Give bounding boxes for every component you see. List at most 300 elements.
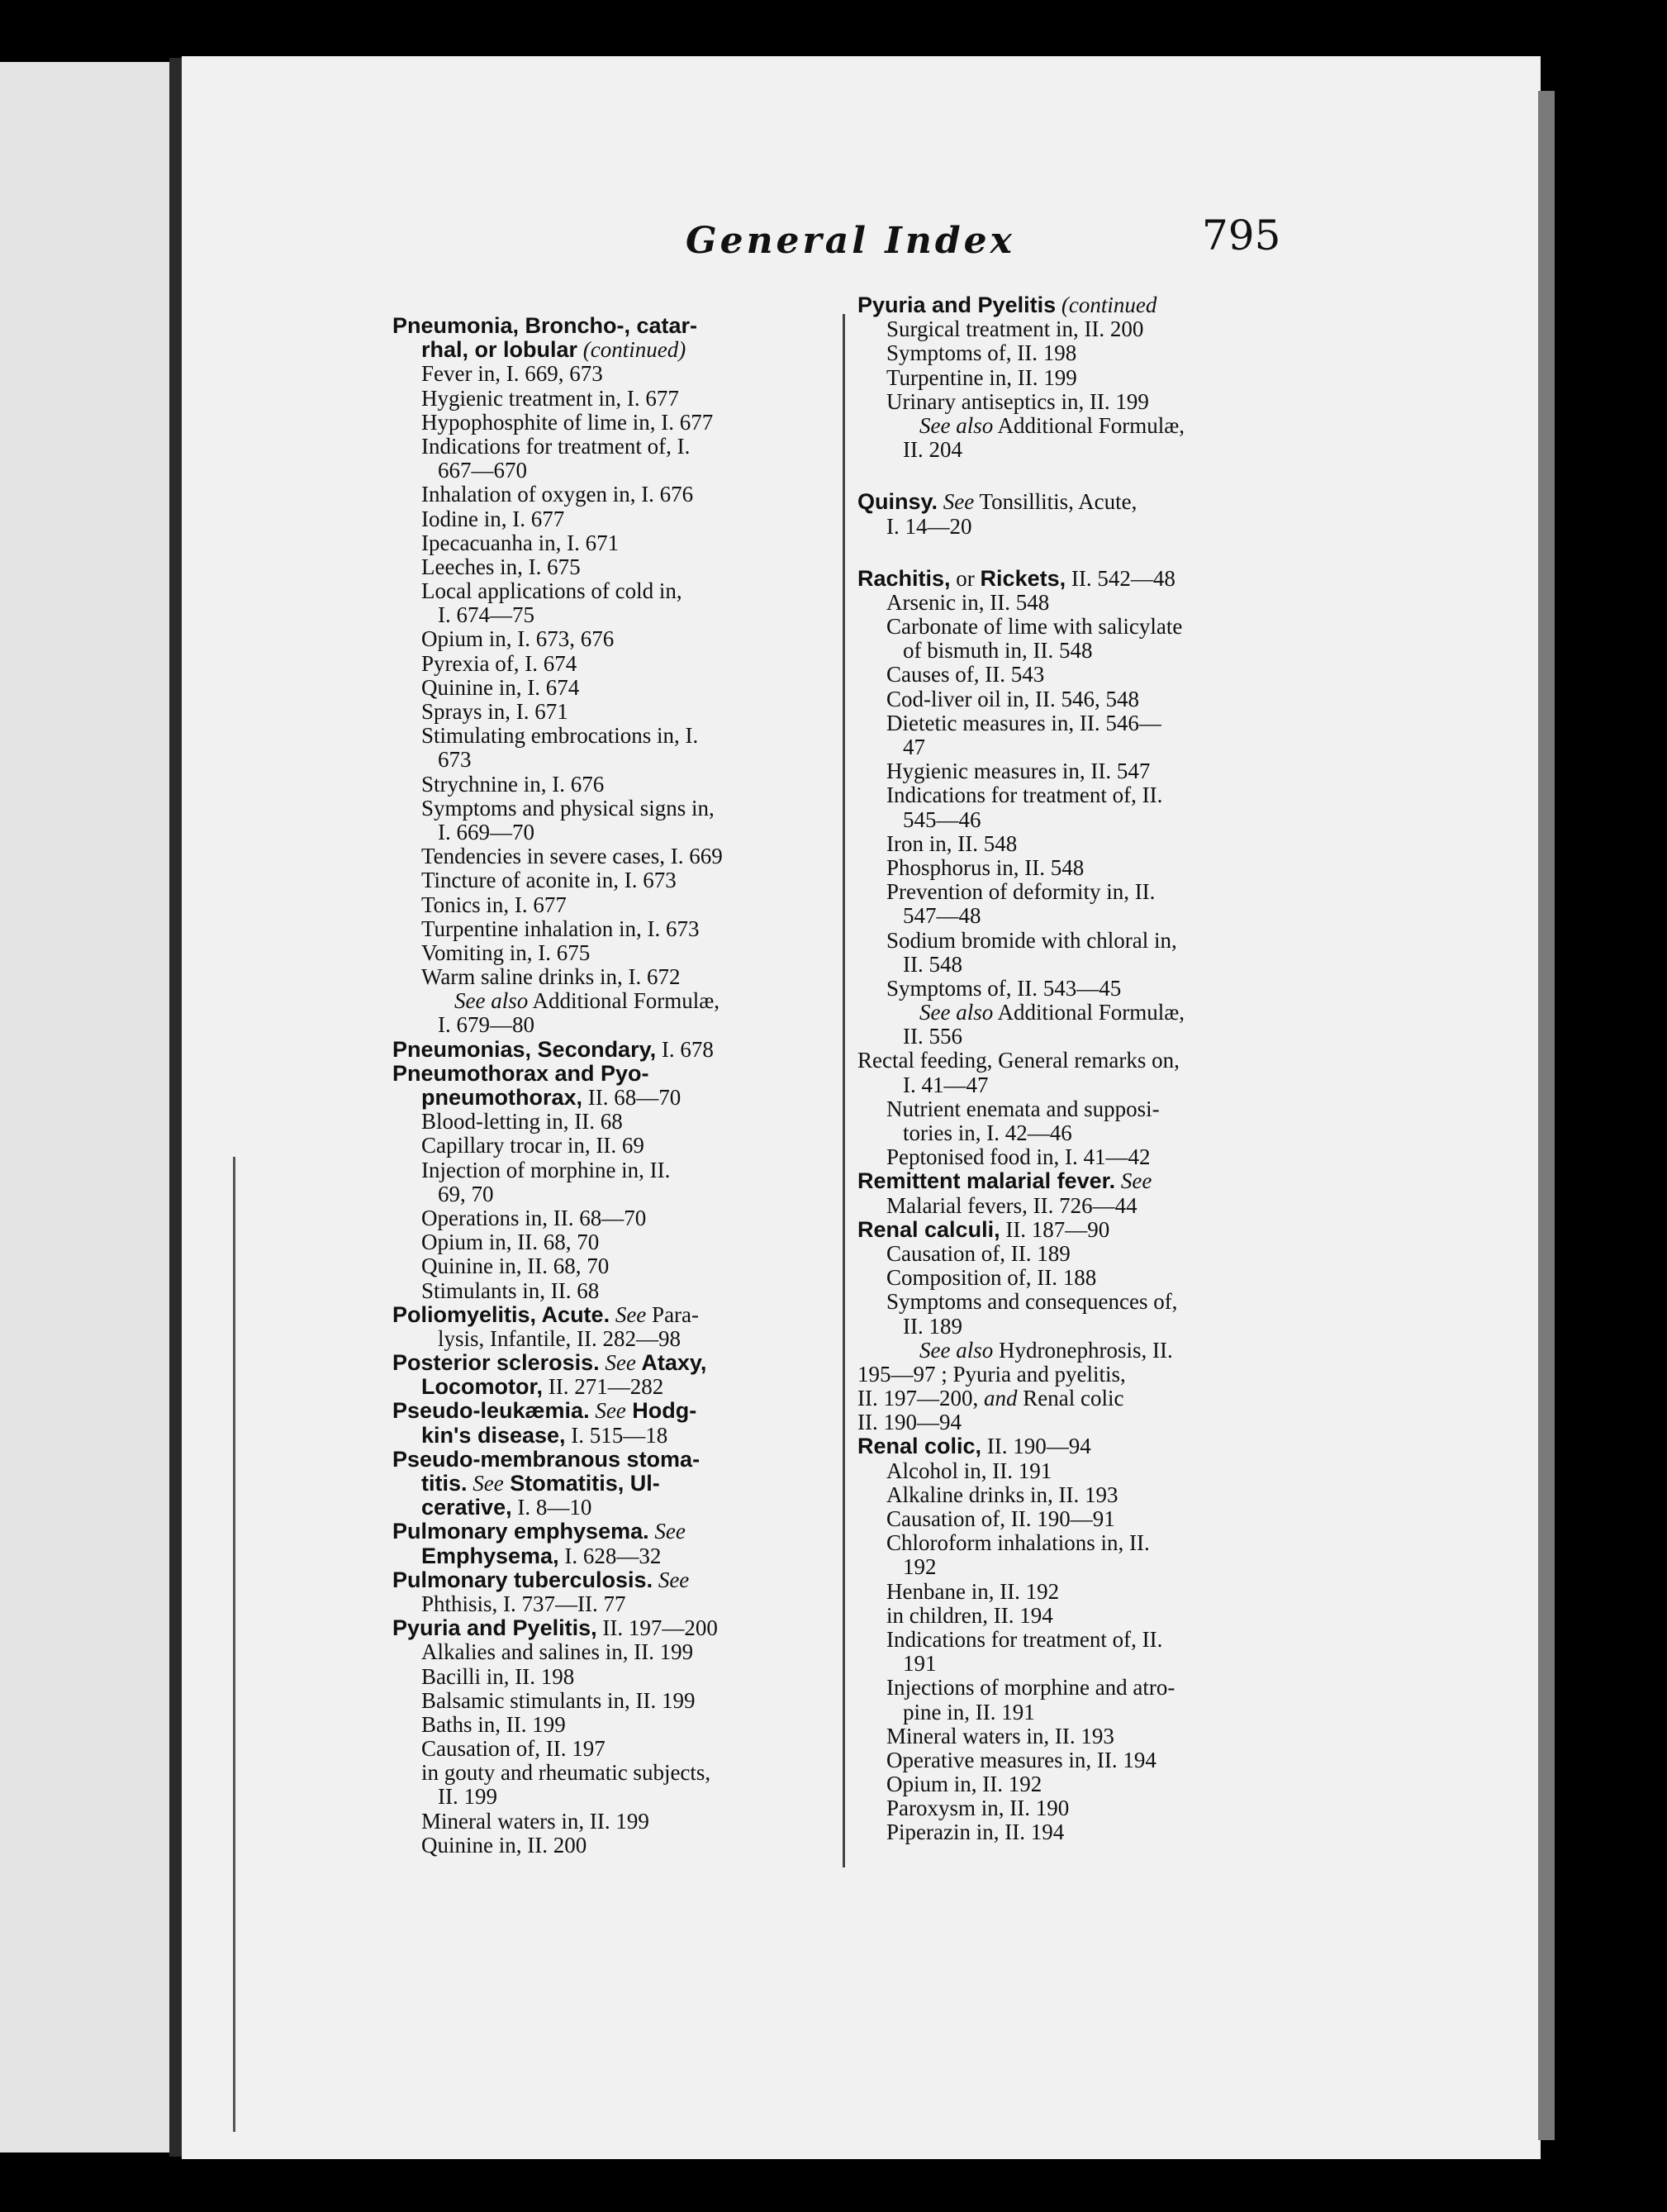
entry-text: Phosphorus in, II. 548 xyxy=(886,854,1085,880)
heading-text: kin's disease, xyxy=(421,1422,566,1448)
index-entry xyxy=(392,1689,838,1713)
page-number: 795 xyxy=(1202,212,1281,259)
entry-text: Indications for treatment of, II. xyxy=(886,783,1163,808)
index-entry xyxy=(857,1242,1320,1266)
index-entry xyxy=(392,941,838,965)
index-entry xyxy=(392,411,838,435)
heading-text: Pulmonary emphysema. xyxy=(392,1519,649,1544)
entry-text: II. 204 xyxy=(903,437,962,463)
section-gap xyxy=(857,539,1320,567)
index-entry xyxy=(392,1544,838,1568)
entry-text: Piperazin in, II. 194 xyxy=(886,1820,1065,1845)
index-entry xyxy=(857,639,1320,663)
entry-text: 545—46 xyxy=(903,806,981,832)
heading-text: Emphysema, xyxy=(421,1543,559,1568)
index-entry xyxy=(857,929,1320,953)
entry-text: Opium in, II. 192 xyxy=(886,1772,1042,1797)
heading-text: rhal, or lobular xyxy=(421,337,578,363)
entry-text: Inhalation of oxygen in, I. 676 xyxy=(421,482,694,507)
index-entry xyxy=(857,1387,1320,1410)
entry-text: Hydronephrosis, II. xyxy=(993,1337,1173,1363)
index-entry xyxy=(392,1375,838,1399)
heading-text: Pseudo-membranous stoma- xyxy=(392,1446,701,1472)
see-reference: See xyxy=(595,1398,626,1424)
entry-text: Symptoms of, II. 198 xyxy=(886,340,1077,366)
index-entry xyxy=(857,735,1320,759)
entry-text: Alkalies and salines in, II. 199 xyxy=(421,1639,694,1665)
section-gap xyxy=(857,462,1320,490)
index-entry xyxy=(857,1315,1320,1339)
index-entry xyxy=(857,687,1320,711)
entry-text: Stimulating embrocations in, I. xyxy=(421,723,699,749)
index-entry xyxy=(392,555,838,579)
index-entry xyxy=(392,1424,838,1448)
entry-text: Quinine in, II. 68, 70 xyxy=(421,1253,610,1279)
index-entry xyxy=(857,1555,1320,1579)
entry-text: Quinine in, II. 200 xyxy=(421,1832,587,1858)
index-entry xyxy=(392,965,838,989)
entry-text: I. 628—32 xyxy=(558,1543,662,1568)
heading-text: titis. xyxy=(421,1471,468,1496)
see-reference: See xyxy=(654,1519,686,1544)
entry-text: II. 556 xyxy=(903,1024,962,1049)
entry-text: 47 xyxy=(903,735,925,759)
see-reference: See also xyxy=(454,988,529,1014)
entry-text: tories in, I. 42—46 xyxy=(903,1120,1072,1145)
entry-text: II. 187—90 xyxy=(1000,1216,1110,1242)
heading-text: Pneumonias, Secondary, xyxy=(392,1036,657,1062)
entry-text: Phthisis, I. 737—II. 77 xyxy=(421,1591,626,1616)
entry-text: Operations in, II. 68—70 xyxy=(421,1205,647,1230)
index-entry xyxy=(392,483,838,507)
index-entry xyxy=(392,338,838,362)
index-entry xyxy=(392,700,838,724)
index-entry xyxy=(392,893,838,917)
entry-text: Composition of, II. 188 xyxy=(886,1265,1097,1291)
entry-text: I. 669—70 xyxy=(438,819,534,844)
entry-text: 191 xyxy=(903,1651,937,1677)
index-entry xyxy=(392,1761,838,1785)
entry-text: Bacilli in, II. 198 xyxy=(421,1663,575,1689)
heading-text: Posterior sclerosis. xyxy=(392,1350,600,1376)
index-heading xyxy=(857,1218,1320,1242)
entry-text: Indications for treatment of, I. xyxy=(421,433,691,459)
index-entry xyxy=(857,390,1320,414)
index-entry xyxy=(392,579,838,603)
index-heading xyxy=(857,1434,1320,1458)
heading-text: Quinsy. xyxy=(857,489,938,515)
entry-text: Additional Formulæ, xyxy=(528,988,720,1014)
entry-text: Quinine in, I. 674 xyxy=(421,674,580,700)
index-heading xyxy=(392,1399,838,1423)
index-heading xyxy=(857,490,1320,514)
heading-text: Pneumothorax and Pyo- xyxy=(392,1060,649,1086)
index-entry xyxy=(392,1206,838,1230)
index-entry xyxy=(392,387,838,411)
index-entry xyxy=(392,435,838,459)
entry-text: II. 189 xyxy=(903,1313,962,1339)
index-heading xyxy=(392,1062,838,1086)
index-entry xyxy=(857,711,1320,735)
heading-text: Renal colic, xyxy=(857,1434,982,1459)
index-entry xyxy=(392,1134,838,1158)
index-entry xyxy=(392,459,838,483)
entry-text: Hygienic measures in, II. 547 xyxy=(886,759,1151,784)
index-entry xyxy=(392,1279,838,1303)
entry-text: Cod-liver oil in, II. 546, 548 xyxy=(886,686,1139,711)
index-entry xyxy=(857,783,1320,807)
index-entry xyxy=(392,917,838,941)
see-reference: See also xyxy=(919,412,994,438)
index-entry xyxy=(392,1834,838,1858)
index-entry xyxy=(392,1182,838,1206)
heading-text: Pyuria and Pyelitis, xyxy=(392,1615,597,1641)
entry-text: Stimulants in, II. 68 xyxy=(421,1277,600,1303)
entry-text: I. 14—20 xyxy=(886,513,972,539)
index-entry xyxy=(857,1676,1320,1700)
index-heading xyxy=(857,567,1320,591)
entry-text: Tonsillitis, Acute, xyxy=(974,489,1137,515)
index-entry xyxy=(392,627,838,651)
index-entry xyxy=(392,1327,838,1351)
see-reference: See xyxy=(605,1350,636,1376)
see-reference: See xyxy=(943,489,975,515)
index-heading xyxy=(857,1049,1320,1073)
entry-text: Tonics in, I. 677 xyxy=(421,892,567,917)
entry-text: Operative measures in, II. 194 xyxy=(886,1747,1156,1772)
index-entry xyxy=(392,676,838,700)
entry-text: Sodium bromide with chloral in, xyxy=(886,927,1177,953)
index-entry xyxy=(857,1073,1320,1097)
entry-text: Causation of, II. 190—91 xyxy=(886,1506,1115,1531)
index-entry xyxy=(857,1483,1320,1507)
index-entry xyxy=(857,1628,1320,1652)
index-entry xyxy=(857,1339,1320,1363)
entry-text: Malarial fevers, II. 726—44 xyxy=(886,1192,1137,1218)
index-entry xyxy=(392,724,838,748)
page-stack-edge xyxy=(1538,91,1555,2140)
entry-text: Additional Formulæ, xyxy=(993,1000,1185,1025)
entry-text: in children, II. 194 xyxy=(886,1602,1053,1628)
entry-text: Turpentine inhalation in, I. 673 xyxy=(421,916,700,941)
entry-text: Symptoms and consequences of, xyxy=(886,1289,1178,1315)
heading-text: Ataxy, xyxy=(635,1350,707,1376)
index-heading xyxy=(857,1169,1320,1193)
index-entry xyxy=(857,1531,1320,1555)
index-entry xyxy=(392,844,838,868)
entry-text: Causation of, II. 197 xyxy=(421,1736,606,1762)
index-entry xyxy=(392,652,838,676)
index-entry xyxy=(392,1086,838,1110)
heading-text: Poliomyelitis, Acute. xyxy=(392,1301,610,1327)
index-entry xyxy=(392,1737,838,1761)
entry-text xyxy=(938,489,943,514)
index-entry xyxy=(857,759,1320,783)
index-entry xyxy=(392,531,838,555)
entry-text: Additional Formulæ, xyxy=(993,412,1185,438)
index-entry xyxy=(857,1772,1320,1796)
entry-text: Baths in, II. 199 xyxy=(421,1711,566,1737)
entry-text: Carbonate of lime with salicylate xyxy=(886,614,1183,640)
entry-text: Para- xyxy=(646,1301,700,1327)
heading-text: Pseudo-leukæmia. xyxy=(392,1398,590,1424)
index-entry xyxy=(392,507,838,531)
index-entry xyxy=(857,1097,1320,1121)
index-entry xyxy=(857,977,1320,1001)
index-entry xyxy=(392,1254,838,1278)
entry-text: Peptonised food in, I. 41—42 xyxy=(886,1144,1151,1170)
entry-text: 192 xyxy=(903,1554,937,1580)
entry-text: I. 674—75 xyxy=(438,602,534,628)
entry-text: Tincture of aconite in, I. 673 xyxy=(421,868,677,893)
entry-text: II. 271—282 xyxy=(543,1374,664,1400)
index-entry xyxy=(857,832,1320,856)
entry-text: Arsenic in, II. 548 xyxy=(886,589,1050,615)
entry-text: Injection of morphine in, II. xyxy=(421,1157,671,1182)
entry-text: Symptoms and physical signs in, xyxy=(421,795,715,821)
entry-text: Capillary trocar in, II. 69 xyxy=(421,1133,644,1158)
index-entry xyxy=(857,438,1320,462)
index-column-left xyxy=(392,314,838,1858)
index-entry xyxy=(392,1665,838,1689)
entry-text: 547—48 xyxy=(903,903,981,929)
entry-text: Causation of, II. 189 xyxy=(886,1240,1071,1266)
entry-text: Chloroform inhalations in, II. xyxy=(886,1530,1150,1556)
entry-text xyxy=(577,337,583,362)
entry-text: II. 190—94 xyxy=(857,1410,962,1435)
index-entry xyxy=(857,1363,1320,1387)
see-reference: (continued xyxy=(1061,293,1157,317)
entry-text: 673 xyxy=(438,747,472,773)
facing-page-edge xyxy=(0,62,178,2153)
heading-text: Rickets, xyxy=(980,565,1066,591)
entry-text: Mineral waters in, II. 193 xyxy=(886,1723,1114,1748)
entry-text: or xyxy=(950,565,981,591)
heading-text: Pneumonia, Broncho-, catar- xyxy=(392,313,698,338)
see-reference: See xyxy=(658,1567,690,1592)
entry-text: Prevention of deformity in, II. xyxy=(886,879,1156,905)
heading-text: pneumothorax, xyxy=(421,1085,583,1110)
entry-text: Leeches in, I. 675 xyxy=(421,554,581,579)
entry-text xyxy=(653,1567,658,1592)
index-heading xyxy=(392,1351,838,1375)
index-entry xyxy=(857,904,1320,928)
index-entry xyxy=(857,1001,1320,1025)
entry-text: Injections of morphine and atro- xyxy=(886,1675,1175,1701)
heading-text: Rachitis, xyxy=(857,565,951,591)
index-entry xyxy=(392,773,838,797)
index-entry xyxy=(392,1496,838,1520)
entry-text: in gouty and rheumatic subjects, xyxy=(421,1760,711,1786)
entry-text: Hypophosphite of lime in, I. 677 xyxy=(421,409,714,435)
entry-text: Mineral waters in, II. 199 xyxy=(421,1808,649,1834)
heading-text: Pyuria and Pyelitis xyxy=(857,293,1057,317)
entry-text: II. 190—94 xyxy=(981,1434,1091,1459)
entry-text: pine in, II. 191 xyxy=(903,1699,1035,1724)
index-entry xyxy=(392,362,838,386)
index-entry xyxy=(857,591,1320,615)
index-entry xyxy=(857,515,1320,539)
see-reference: (continued) xyxy=(582,337,686,363)
index-entry xyxy=(392,1640,838,1664)
index-entry xyxy=(857,341,1320,365)
entry-text: Iron in, II. 548 xyxy=(886,830,1018,856)
entry-text: Turpentine in, II. 199 xyxy=(886,364,1077,390)
entry-text: 195—97 ; Pyuria and pyelitis, xyxy=(857,1361,1126,1387)
entry-text: I. 679—80 xyxy=(438,1012,534,1038)
entry-text: I. 41—47 xyxy=(903,1072,989,1097)
index-heading xyxy=(392,1448,838,1472)
see-reference: See xyxy=(473,1471,504,1496)
index-heading xyxy=(392,1038,838,1062)
index-heading xyxy=(857,293,1320,317)
entry-text: Dietetic measures in, II. 546— xyxy=(886,710,1161,735)
entry-text: Alcohol in, II. 191 xyxy=(886,1458,1052,1483)
heading-text: cerative, xyxy=(421,1495,512,1520)
entry-text: Iodine in, I. 677 xyxy=(421,506,565,531)
index-entry xyxy=(857,1194,1320,1218)
entry-text: Blood-letting in, II. 68 xyxy=(421,1109,623,1135)
entry-text: Balsamic stimulants in, II. 199 xyxy=(421,1687,696,1713)
index-entry xyxy=(857,1604,1320,1628)
index-entry xyxy=(857,366,1320,390)
index-entry xyxy=(857,1121,1320,1145)
index-entry xyxy=(857,414,1320,438)
index-entry xyxy=(857,1796,1320,1820)
heading-text: Hodg- xyxy=(625,1398,697,1424)
index-entry xyxy=(857,1266,1320,1290)
index-heading xyxy=(392,1303,838,1327)
index-entry xyxy=(392,821,838,844)
index-entry xyxy=(392,1592,838,1616)
index-entry xyxy=(392,989,838,1013)
index-entry xyxy=(857,1507,1320,1531)
entry-text: Nutrient enemata and supposi- xyxy=(886,1096,1160,1121)
see-reference: See also xyxy=(919,1337,994,1363)
entry-text: Symptoms of, II. 543—45 xyxy=(886,975,1122,1001)
index-entry xyxy=(857,1580,1320,1604)
entry-text: Warm saline drinks in, I. 672 xyxy=(421,964,681,990)
entry-text: I. 678 xyxy=(656,1036,714,1062)
index-entry xyxy=(392,797,838,821)
index-entry xyxy=(857,808,1320,832)
see-reference: and xyxy=(983,1386,1018,1411)
heading-text: Stomatitis, Ul- xyxy=(503,1471,660,1496)
entry-text: II. 542—48 xyxy=(1066,565,1175,591)
entry-text: lysis, Infantile, II. 282—98 xyxy=(438,1325,681,1351)
index-entry xyxy=(857,1748,1320,1772)
entry-text: 667—670 xyxy=(438,458,527,483)
entry-text: Surgical treatment in, II. 200 xyxy=(886,316,1144,342)
entry-text: Paroxysm in, II. 190 xyxy=(886,1796,1070,1821)
entry-text: II. 197—200 xyxy=(596,1615,718,1641)
entry-text: Vomiting in, I. 675 xyxy=(421,940,591,965)
index-entry xyxy=(392,748,838,772)
index-heading xyxy=(392,1568,838,1592)
index-entry xyxy=(857,1290,1320,1314)
index-entry xyxy=(857,1701,1320,1724)
entry-text: Opium in, I. 673, 676 xyxy=(421,626,615,652)
index-heading xyxy=(392,314,838,338)
index-entry xyxy=(857,663,1320,687)
index-entry xyxy=(857,1820,1320,1844)
entry-text: of bismuth in, II. 548 xyxy=(903,638,1093,664)
entry-text: Hygienic treatment in, I. 677 xyxy=(421,385,679,411)
entry-text: Indications for treatment of, II. xyxy=(886,1626,1163,1652)
entry-text: Causes of, II. 543 xyxy=(886,662,1045,687)
index-entry xyxy=(392,603,838,627)
entry-text: Henbane in, II. 192 xyxy=(886,1578,1060,1604)
entry-text: II. 68—70 xyxy=(582,1085,682,1110)
index-entry xyxy=(857,953,1320,977)
index-entry xyxy=(392,1158,838,1182)
entry-text: I. 515—18 xyxy=(565,1422,668,1448)
entry-text: Rectal feeding, General remarks on, xyxy=(857,1048,1180,1073)
index-entry xyxy=(857,1025,1320,1049)
index-entry xyxy=(857,1145,1320,1169)
index-entry xyxy=(392,1230,838,1254)
entry-text: II. 548 xyxy=(903,951,962,977)
index-entry xyxy=(392,1472,838,1496)
entry-text: Urinary antiseptics in, II. 199 xyxy=(886,388,1149,414)
entry-text: II. 199 xyxy=(438,1784,497,1810)
index-heading xyxy=(392,1520,838,1544)
entry-text: Renal colic xyxy=(1017,1386,1124,1411)
index-entry xyxy=(392,1785,838,1809)
index-heading xyxy=(392,1616,838,1640)
running-header: General Index xyxy=(686,220,1015,262)
heading-text: Remittent malarial fever. xyxy=(857,1168,1116,1194)
page-fold-line xyxy=(233,1157,235,2132)
index-entry xyxy=(392,868,838,892)
entry-text: Sprays in, I. 671 xyxy=(421,699,568,724)
entry-text: Fever in, I. 669, 673 xyxy=(421,361,603,387)
index-entry xyxy=(857,1652,1320,1676)
entry-text: I. 8—10 xyxy=(511,1495,592,1520)
column-divider xyxy=(843,314,845,1867)
entry-text: Local applications of cold in, xyxy=(421,578,682,604)
entry-text: 69, 70 xyxy=(438,1181,494,1206)
heading-text: Locomotor, xyxy=(421,1374,543,1400)
entry-text xyxy=(610,1302,615,1327)
index-entry xyxy=(857,880,1320,904)
index-entry xyxy=(392,1713,838,1737)
entry-text xyxy=(1056,293,1061,317)
entry-text xyxy=(1115,1168,1121,1193)
index-entry xyxy=(392,1110,838,1134)
heading-text: Renal calculi, xyxy=(857,1216,1000,1242)
entry-text: Ipecacuanha in, I. 671 xyxy=(421,530,620,555)
entry-text: Opium in, II. 68, 70 xyxy=(421,1230,600,1255)
entry-text: Alkaline drinks in, II. 193 xyxy=(886,1482,1118,1507)
index-entry xyxy=(392,1810,838,1834)
entry-text: Tendencies in severe cases, I. 669 xyxy=(421,844,723,869)
index-column-right xyxy=(857,293,1320,1845)
index-entry xyxy=(857,317,1320,341)
entry-text: Pyrexia of, I. 674 xyxy=(421,650,577,676)
index-entry xyxy=(857,1724,1320,1748)
index-entry xyxy=(857,615,1320,639)
index-entry xyxy=(392,1013,838,1037)
index-entry xyxy=(857,856,1320,880)
see-reference: See also xyxy=(919,1000,994,1025)
index-entry xyxy=(857,1410,1320,1434)
see-reference: See xyxy=(1120,1168,1152,1194)
heading-text: Pulmonary tuberculosis. xyxy=(392,1567,653,1592)
entry-text: II. 197—200, xyxy=(857,1386,984,1411)
index-entry xyxy=(857,1459,1320,1483)
see-reference: See xyxy=(615,1301,647,1327)
